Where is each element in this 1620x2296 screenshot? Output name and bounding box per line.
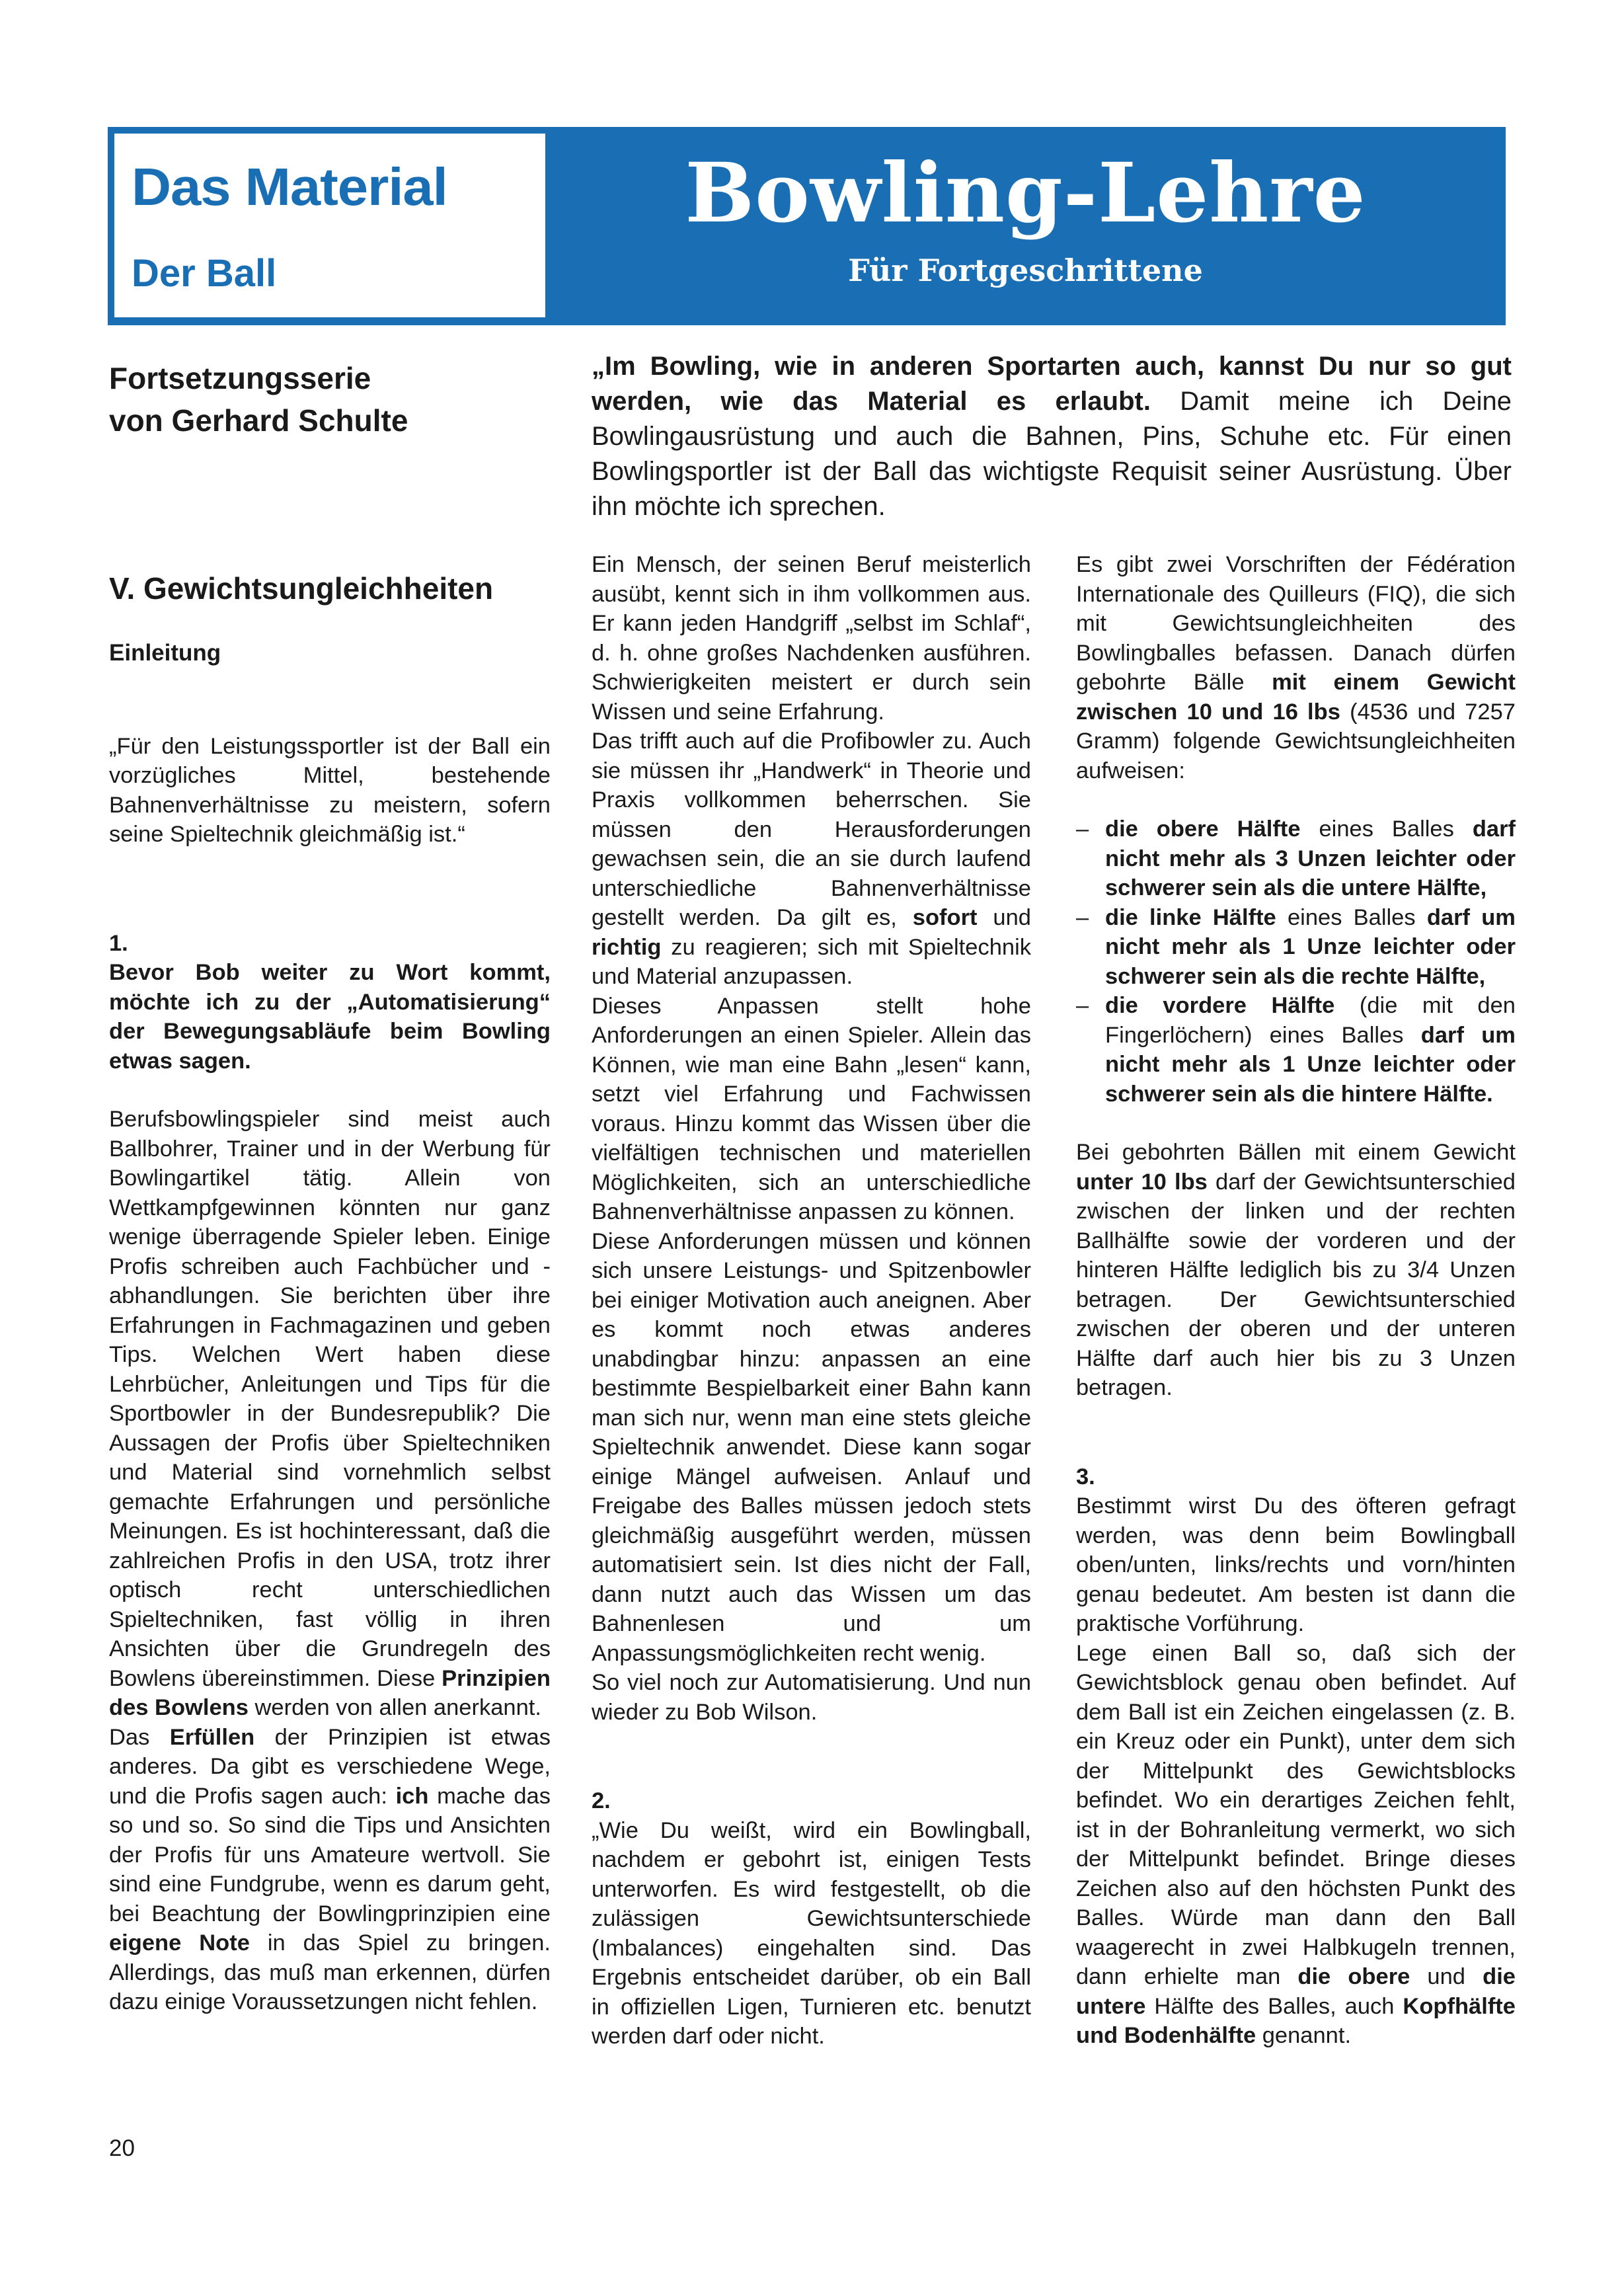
page-number: 20 <box>109 2135 135 2161</box>
paragraph: Bei gebohrten Bällen mit einem Gewicht unter 10 lbs darf der Gewichtsunterschied zwischen der linken und der rechten Ballhälfte sowie der vorderen und der hinteren Hälfte lediglich bis zu 3/4 Unzen betragen. Der Gewichtsunterschied zwischen der oberen und der unteren Hälfte darf auch hier bis zu 3 Unzen betragen. <box>1076 1140 1516 1400</box>
subheading: Einleitung <box>109 640 221 666</box>
section-heading: V. Gewichtsungleichheiten <box>109 571 494 606</box>
column-2 <box>592 550 1031 2051</box>
part-number: 2. <box>592 1788 611 1813</box>
intro-paragraph <box>592 349 1512 524</box>
intro-quote: „Für den Leistungssportler ist der Ball ein vorzügliches Mittel, bestehende Bahnenverhältnisse zu meistern, sofern seine Spieltechnik gleichmäßig ist.“ <box>109 733 551 847</box>
paragraph: Das trifft auch auf die Profibowler zu. Auch sie müssen ihr „Handwerk“ in Theorie und Praxis vollkommen beherrschen. Sie müssen den Herausforderungen gewachsen sein, die an sie durch laufend unterschiedliche Bahnenverhältnisse gestellt werden. Da gilt es, sofort und richtig zu reagieren; sich mit Spieltechnik und Material anzupassen. <box>592 729 1031 989</box>
part-number: 1. <box>109 930 128 956</box>
title-block <box>545 127 1506 325</box>
page-subtitle: Für Fortgeschrittene <box>848 253 1203 288</box>
paragraph: Bestimmt wirst Du des öfteren gefragt werden, was denn beim Bowlingball oben/unten, links/rechts und vorn/hinten genau bedeutet. Am besten ist dann die praktische Vorführung. <box>1076 1493 1516 1636</box>
paragraph: Es gibt zwei Vorschriften der Fédération Internationale des Quilleurs (FIQ), die sich mit Gewichtsungleichheiten des Bowlingballes befassen. Danach dürfen gebohrte Bälle mit einem Gewicht zwischen 10 und 16 lbs (4536 und 7257 Gramm) folgende Gewichtsungleichheiten aufweisen: <box>1076 552 1516 783</box>
rule-item: – die vordere Hälfte (die mit den Fingerlöchern) eines Balles darf um nicht mehr als 1 Unze leichter oder schwerer sein als die hintere Hälfte. <box>1076 993 1516 1107</box>
rule-item: – die obere Hälfte eines Balles darf nicht mehr als 3 Unzen leichter oder schwerer sein als die untere Hälfte, <box>1076 816 1516 900</box>
paragraph: Dieses Anpassen stellt hohe Anforderungen an einen Spieler. Allein das Können, wie man eine Bahn „lesen“ kann, setzt viel Erfahrung und Fachwissen voraus. Hinzu kommt das Wissen über die vielfältigen technischen und materiellen Möglichkeiten, sich an unterschiedliche Bahnenverhältnisse anpassen zu können. <box>592 993 1031 1224</box>
page-title: Bowling-Lehre <box>685 145 1366 241</box>
paragraph: Das Erfüllen der Prinzipien ist etwas anderes. Da gibt es verschiedene Wege, und die Profis sagen auch: ich mache das so und so. So sind die Tips und Ansichten der Profis für uns Amateure wertvoll. Sie sind eine Fundgrube, wenn es darum geht, bei Beachtung der Bowlingprinzipien eine eigene Note in das Spiel zu bringen. Allerdings, das muß man erkennen, dürfen dazu einige Voraussetzungen nicht fehlen. <box>109 1724 551 2014</box>
topic-label: Der Ball <box>132 252 277 295</box>
column-3 <box>1076 550 1516 2051</box>
paragraph: Ein Mensch, der seinen Beruf meisterlich ausübt, kennt sich in ihm vollkommen aus. Er kann jeden Handgriff „selbst im Schlaf“, d. h. ohne großes Nachdenken ausführen. Schwierigkeiten meistert er durch sein Wissen und seine Erfahrung. <box>592 552 1031 725</box>
rules-list <box>1076 814 1516 1109</box>
part-lead: Bevor Bob weiter zu Wort kommt, möchte ich zu der „Automatisierung“ der Bewegungsabläufe beim Bowling etwas sagen. <box>109 960 551 1074</box>
author-label: von Gerhard Schulte <box>109 403 408 438</box>
category-label: Das Material <box>132 157 447 216</box>
part-number: 3. <box>1076 1464 1095 1489</box>
paragraph: Berufsbowlingspieler sind meist auch Ballbohrer, Trainer und in der Werbung für Bowlingartikel tätig. Allein von Wettkampfgewinnen könnten nur ganz wenige überragende Spieler leben. Einige Profis schreiben auch Fachbücher und -abhandlungen. Sie berichten über ihre Erfahrungen in Fachmagazinen und geben Tips. Welchen Wert haben diese Lehrbücher, Anleitungen und Tips für die Sportbowler in der Bundesrepublik? Die Aussagen der Profis über Spieltechniken und Material sind vornehmlich selbst gemachte Erfahrungen und persönliche Meinungen. Es ist hochinteressant, daß die zahlreichen Profis in den USA, trotz ihrer optisch recht unterschiedlichen Spieltechniken, fast völlig in ihren Ansichten über die Grundregeln des Bowlens übereinstimmen. Diese Prinzipien des Bowlens werden von allen anerkannt. <box>109 1107 551 1720</box>
paragraph: Diese Anforderungen müssen und können sich unsere Leistungs- und Spitzenbowler bei einiger Motivation auch aneignen. Aber es kommt noch etwas anderes unabdingbar hinzu: anpassen an eine bestimmte Bespielbarkeit einer Bahn kann man sich nur, wenn man eine stets gleiche Spieltechnik anwendet. Diese kann sogar einige Mängel aufweisen. Anlauf und Freigabe des Balles müssen jedoch stets gleichmäßig ausgeführt werden, müssen automatisiert sein. Ist dies nicht der Fall, dann nutzt auch das Wissen um das Bahnenlesen und um Anpassungsmöglichkeiten recht wenig. <box>592 1228 1031 1666</box>
intro-text: Damit meine ich Deine Bowlingausrüstung und auch die Bahnen, Pins, Schuhe etc. Für einen Bowlingsportler ist der Ball das wichtigste Requisit seiner Ausrüstung. Über ihn möchte ich sprechen. <box>592 387 1512 521</box>
column-1 <box>109 569 551 2017</box>
series-label: Fortsetzungsserie <box>109 361 371 395</box>
header-banner <box>108 127 1506 325</box>
paragraph: „Wie Du weißt, wird ein Bowlingball, nachdem er gebohrt ist, einigen Tests unterworfen. Es wird festgestellt, ob die zulässigen Gewichtsunterschiede (Imbalances) eingehalten sind. Das Ergebnis entscheidet darüber, ob ein Ball in offiziellen Ligen, Turnieren etc. benutzt werden darf oder nicht. <box>592 1817 1031 2049</box>
paragraph: So viel noch zur Automatisierung. Und nun wieder zu Bob Wilson. <box>592 1670 1031 1725</box>
paragraph: Lege einen Ball so, daß sich der Gewichtsblock genau oben befindet. Auf dem Ball ist ein Zeichen eingelassen (z. B. ein Kreuz oder ein Punkt), unter dem sich der Mittelpunkt des Gewichtsblocks befindet. Wo ein derartiges Zeichen fehlt, ist in der Bohranleitung vermerkt, wo sich der Mittelpunkt befindet. Bringe dieses Zeichen also auf den höchsten Punkt des Balles. Würde man dann den Ball waagerecht in zwei Halbkugeln trennen, dann erhielte man die obere und die untere Hälfte des Balles, auch Kopfhälfte und Bodenhälfte genannt. <box>1076 1640 1516 2048</box>
intro-bold: „Im Bowling, wie in anderen Sportarten auch, kannst Du nur so gut werden, wie das Material es erlaubt. <box>592 352 1512 416</box>
rule-item: – die linke Hälfte eines Balles darf um nicht mehr als 1 Unze leichter oder schwerer sein als die rechte Hälfte, <box>1076 904 1516 989</box>
series-byline <box>109 357 408 442</box>
category-box <box>114 134 545 317</box>
